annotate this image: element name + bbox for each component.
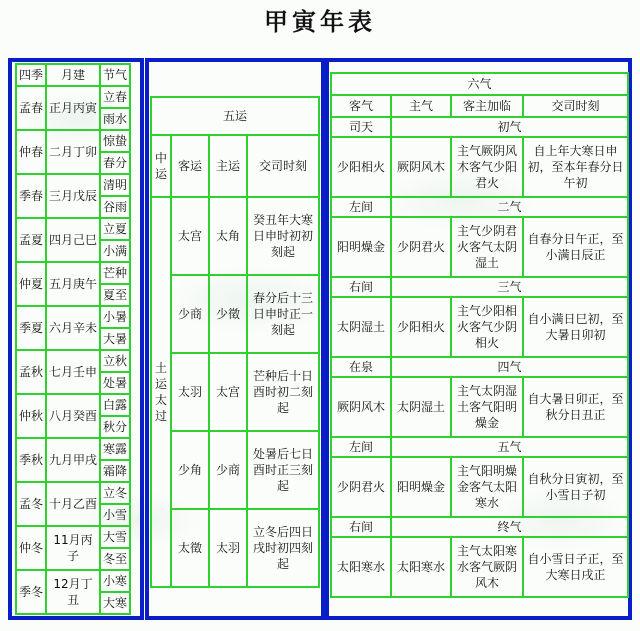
qi-row [331, 377, 628, 437]
host-qi-cell: 阳明燥金 [391, 457, 451, 517]
guest-qi-cell: 阳明燥金 [331, 217, 391, 277]
month-cell: 五月庚午 [46, 262, 100, 306]
overlay-cell: 主气阳明燥金客气太阳寒水 [451, 457, 523, 517]
qi-time-cell: 自大暑日卯正，至秋分日丑正 [523, 377, 628, 437]
solar-term-cell: 霜降 [100, 460, 130, 482]
month-cell: 12月丁丑 [46, 570, 100, 614]
guest-qi-cell: 太阳寒水 [331, 537, 391, 597]
yun-time-cell: 处暑后七日酉时正三刻起 [247, 431, 319, 509]
six-qi-title: 六气 [331, 73, 628, 95]
guest-yun-cell: 太羽 [171, 353, 209, 431]
month-row [16, 306, 130, 328]
season-cell: 季冬 [16, 570, 46, 614]
guest-yun-cell: 太宫 [171, 197, 209, 275]
solar-term-cell: 谷雨 [100, 196, 130, 218]
solar-term-cell: 寒露 [100, 438, 130, 460]
solar-term-cell: 秋分 [100, 416, 130, 438]
month-row [16, 86, 130, 108]
solar-term-cell: 白露 [100, 394, 130, 416]
yun-row [151, 509, 319, 587]
yun-row [151, 353, 319, 431]
month-cell: 九月甲戌 [46, 438, 100, 482]
solar-term-cell: 清明 [100, 174, 130, 196]
qi-position-cell: 左间 [331, 197, 391, 217]
solar-term-cell: 大暑 [100, 328, 130, 350]
month-row [16, 174, 130, 196]
solar-term-cell: 春分 [100, 152, 130, 174]
solar-term-cell: 大寒 [100, 592, 130, 614]
solar-term-cell: 夏至 [100, 284, 130, 306]
solar-term-cell: 小满 [100, 240, 130, 262]
month-cell: 正月丙寅 [46, 86, 100, 130]
guest-yun-cell: 少商 [171, 275, 209, 353]
header-guest-qi: 客气 [331, 95, 391, 117]
host-yun-cell: 太角 [209, 197, 247, 275]
solar-term-cell: 小寒 [100, 570, 130, 592]
season-cell: 仲冬 [16, 526, 46, 570]
qi-name-cell: 五气 [391, 437, 628, 457]
yun-row [151, 275, 319, 353]
overlay-cell: 主气少阴君火客气太阴湿土 [451, 217, 523, 277]
solar-term-cell: 立春 [100, 86, 130, 108]
qi-row [331, 457, 628, 517]
yun-time-cell: 芒种后十日酉时初二刻起 [247, 353, 319, 431]
month-header: 月建 [46, 64, 100, 86]
overlay-cell: 主气厥阴风木客气少阳君火 [451, 137, 523, 197]
yun-time-cell: 立冬后四日戌时初四刻起 [247, 509, 319, 587]
month-cell: 11月丙子 [46, 526, 100, 570]
season-cell: 季秋 [16, 438, 46, 482]
qi-position-cell: 在泉 [331, 357, 391, 377]
month-cell: 四月己巳 [46, 218, 100, 262]
yun-row [151, 431, 319, 509]
solar-term-cell: 大雪 [100, 526, 130, 548]
yun-row [151, 197, 319, 275]
months-table [15, 63, 131, 615]
qi-label-row [331, 277, 628, 297]
yun-time-cell: 春分后十三日申时正一刻起 [247, 275, 319, 353]
qi-label-row [331, 357, 628, 377]
month-row [16, 262, 130, 284]
host-qi-cell: 太阳寒水 [391, 537, 451, 597]
month-cell: 七月壬申 [46, 350, 100, 394]
solar-term-header: 节气 [100, 64, 130, 86]
solar-term-cell: 小暑 [100, 306, 130, 328]
qi-name-cell: 三气 [391, 277, 628, 297]
host-qi-cell: 少阳相火 [391, 297, 451, 357]
overlay-cell: 主气太阴湿土客气阳明燥金 [451, 377, 523, 437]
header-guest-yun: 客运 [171, 135, 209, 197]
month-row [16, 438, 130, 460]
season-header: 四季 [16, 64, 46, 86]
season-cell: 孟夏 [16, 218, 46, 262]
month-row [16, 218, 130, 240]
solar-term-cell: 芒种 [100, 262, 130, 284]
five-yun-title: 五运 [151, 97, 319, 135]
yun-time-cell: 癸丑年大寒日申时初初刻起 [247, 197, 319, 275]
solar-term-cell: 冬至 [100, 548, 130, 570]
solar-term-cell: 立秋 [100, 350, 130, 372]
central-yun-cell: 土运太过 [151, 197, 171, 587]
month-row [16, 570, 130, 592]
season-cell: 仲夏 [16, 262, 46, 306]
season-cell: 仲秋 [16, 394, 46, 438]
month-cell: 二月丁卯 [46, 130, 100, 174]
solar-term-cell: 惊蛰 [100, 130, 130, 152]
solar-term-cell: 处暑 [100, 372, 130, 394]
guest-yun-cell: 太徵 [171, 509, 209, 587]
qi-name-cell: 二气 [391, 197, 628, 217]
qi-position-cell: 右间 [331, 517, 391, 537]
host-yun-cell: 太羽 [209, 509, 247, 587]
month-row [16, 394, 130, 416]
season-cell: 孟秋 [16, 350, 46, 394]
qi-name-cell: 四气 [391, 357, 628, 377]
qi-row [331, 217, 628, 277]
qi-position-cell: 左间 [331, 437, 391, 457]
qi-time-cell: 自秋分日寅初，至小雪日子初 [523, 457, 628, 517]
qi-label-row [331, 197, 628, 217]
overlay-cell: 主气少阳相火客气少阴相火 [451, 297, 523, 357]
header-host-yun: 主运 [209, 135, 247, 197]
qi-row [331, 297, 628, 357]
month-cell: 六月辛未 [46, 306, 100, 350]
solar-term-cell: 小雪 [100, 504, 130, 526]
guest-qi-cell: 厥阴风木 [331, 377, 391, 437]
month-cell: 三月戊辰 [46, 174, 100, 218]
qi-label-row [331, 117, 628, 137]
qi-row [331, 537, 628, 597]
qi-time-cell: 自小雪日子正，至大寒日戌正 [523, 537, 628, 597]
host-yun-cell: 少徵 [209, 275, 247, 353]
header-host-qi: 主气 [391, 95, 451, 117]
month-row [16, 350, 130, 372]
six-qi-table [330, 72, 629, 598]
month-cell: 八月癸酉 [46, 394, 100, 438]
host-qi-cell: 少阴君火 [391, 217, 451, 277]
header-central-yun: 中运 [151, 135, 171, 197]
qi-name-cell: 终气 [391, 517, 628, 537]
host-qi-cell: 厥阴风木 [391, 137, 451, 197]
header-transition-time: 交司时刻 [247, 135, 319, 197]
page-title: 甲寅年表 [264, 7, 376, 36]
qi-label-row [331, 437, 628, 457]
month-row [16, 130, 130, 152]
solar-term-cell: 立夏 [100, 218, 130, 240]
qi-name-cell: 初气 [391, 117, 628, 137]
qi-position-cell: 司天 [331, 117, 391, 137]
month-row [16, 526, 130, 548]
season-cell: 孟冬 [16, 482, 46, 526]
host-qi-cell: 太阴湿土 [391, 377, 451, 437]
header-overlay: 客主加临 [451, 95, 523, 117]
host-yun-cell: 少商 [209, 431, 247, 509]
host-yun-cell: 太宫 [209, 353, 247, 431]
season-cell: 季夏 [16, 306, 46, 350]
qi-time-cell: 自上年大寒日申初，至本年春分日午初 [523, 137, 628, 197]
qi-time-cell: 自小满日巳初，至大暑日卯初 [523, 297, 628, 357]
qi-label-row [331, 517, 628, 537]
season-cell: 仲春 [16, 130, 46, 174]
months-header-row [16, 64, 130, 86]
guest-qi-cell: 太阴湿土 [331, 297, 391, 357]
solar-term-cell: 立冬 [100, 482, 130, 504]
guest-qi-cell: 少阳相火 [331, 137, 391, 197]
solar-term-cell: 雨水 [100, 108, 130, 130]
season-cell: 孟春 [16, 86, 46, 130]
overlay-cell: 主气太阳寒水客气厥阴风木 [451, 537, 523, 597]
guest-qi-cell: 少阴君火 [331, 457, 391, 517]
five-yun-table [150, 96, 320, 588]
qi-position-cell: 右间 [331, 277, 391, 297]
month-row [16, 482, 130, 504]
guest-yun-cell: 少角 [171, 431, 209, 509]
qi-row [331, 137, 628, 197]
header-qi-transition-time: 交司时刻 [523, 95, 628, 117]
month-cell: 十月乙酉 [46, 482, 100, 526]
qi-time-cell: 自春分日午正，至小满日辰正 [523, 217, 628, 277]
season-cell: 季春 [16, 174, 46, 218]
